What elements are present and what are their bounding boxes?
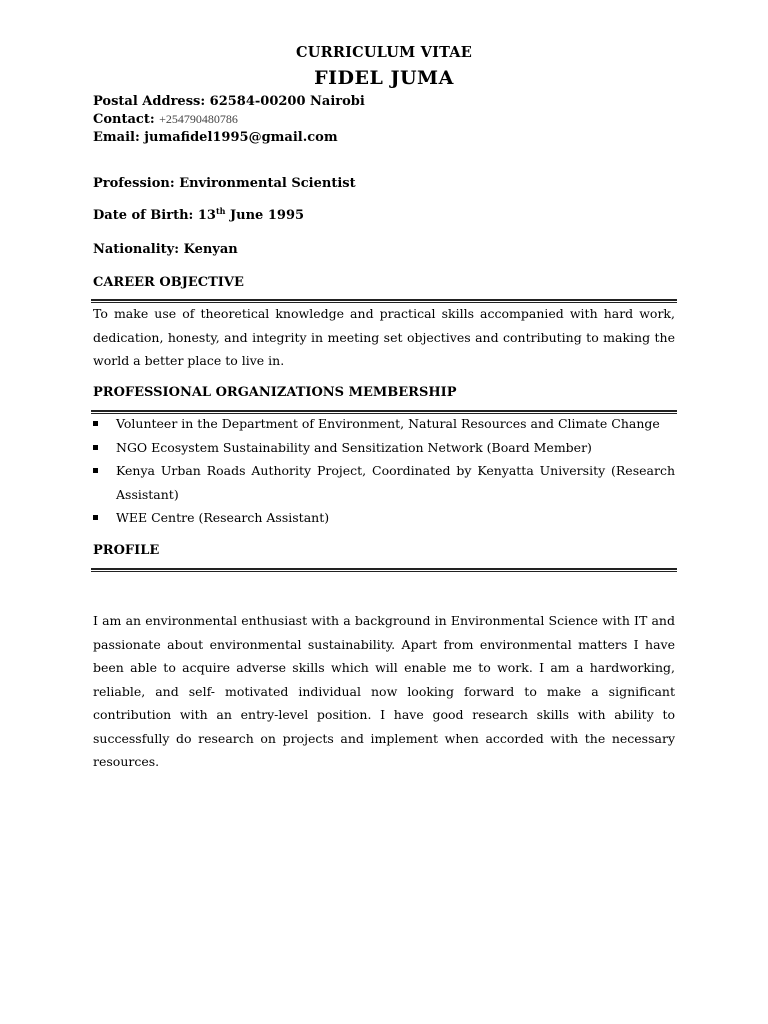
postal-address-value: 62584-00200 Nairobi: [209, 94, 365, 109]
section-divider: [91, 568, 677, 572]
memberships-heading: PROFESSIONAL ORGANIZATIONS MEMBERSHIP: [93, 385, 457, 400]
nationality-label: Nationality:: [93, 242, 180, 257]
bullet-icon: [93, 445, 98, 450]
email-label: Email:: [93, 130, 140, 145]
list-item: WEE Centre (Research Assistant): [93, 506, 675, 530]
postal-address-label: Postal Address:: [93, 94, 206, 109]
candidate-name: FIDEL JUMA: [314, 67, 454, 89]
bullet-icon: [93, 515, 98, 520]
date-of-birth-line: [93, 208, 304, 223]
profile-text: I am an environmental enthusiast with a background in Environmental Science with IT and passionate about environmental sustainability. Apart from environmental matters I have been able to acquire adverse skills which will enable me to work. I am a hardworking, reliable, and self- motivated individual now looking forward to make a significant contribution with an entry-level position. I have good research skills with ability to successfully do research on projects and implement when accorded with the necessary resources.: [93, 613, 675, 769]
dob-day-suffix: th: [215, 206, 226, 216]
contact-label: Contact:: [93, 112, 155, 127]
list-item: Kenya Urban Roads Authority Project, Coordinated by Kenyatta University (Research Assistant): [93, 459, 675, 506]
memberships-list: [93, 412, 675, 530]
postal-address-line: [93, 94, 365, 109]
bullet-icon: [93, 421, 98, 426]
profession-label: Profession:: [93, 176, 175, 191]
career-objective-text: To make use of theoretical knowledge and practical skills accompanied with hard work, dedication, honesty, and integrity in meeting set objectives and contributing to making the world a better place to live in.: [93, 306, 675, 368]
dob-label: Date of Birth:: [93, 208, 194, 223]
list-item: NGO Ecosystem Sustainability and Sensitization Network (Board Member): [93, 436, 675, 460]
career-objective-heading: CAREER OBJECTIVE: [93, 275, 244, 290]
list-item: Volunteer in the Department of Environment, Natural Resources and Climate Change: [93, 412, 675, 436]
nationality-value: Kenyan: [183, 242, 238, 257]
contact-line: [93, 112, 238, 127]
email-address: jumafidel1995@gmail.com: [144, 130, 338, 145]
profile-heading: PROFILE: [93, 543, 160, 558]
bullet-icon: [93, 468, 98, 473]
dob-month-year: June 1995: [230, 208, 305, 223]
document-type-title: CURRICULUM VITAE: [296, 44, 472, 61]
profession-value: Environmental Scientist: [179, 176, 356, 191]
email-line: [93, 130, 338, 145]
dob-day: 13: [197, 208, 216, 223]
nationality-line: [93, 242, 238, 257]
phone-number: +254790480786: [159, 112, 238, 126]
profession-line: [93, 176, 356, 191]
